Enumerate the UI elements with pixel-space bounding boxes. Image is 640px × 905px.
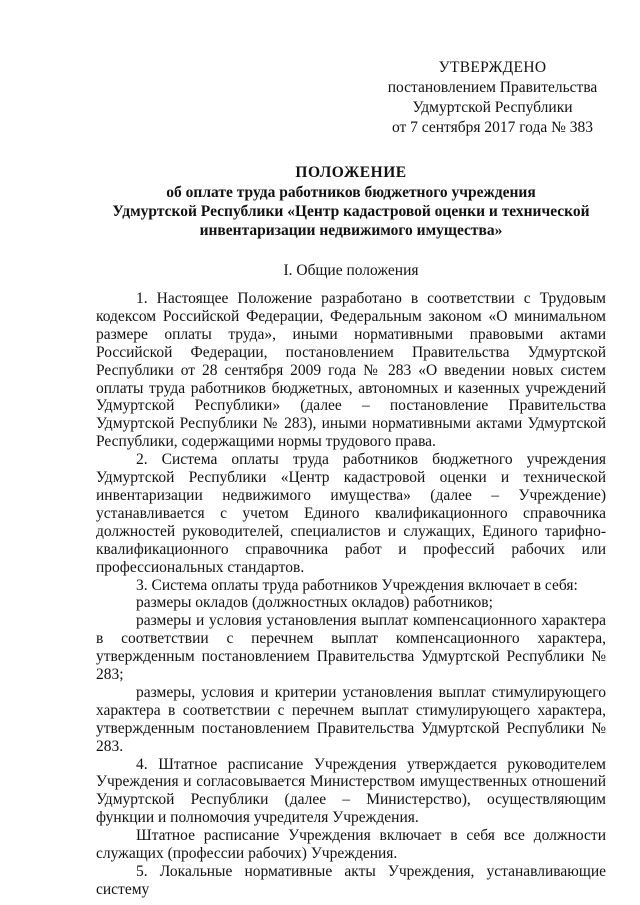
title-line-1: об оплате труда работников бюджетного учреждения [166, 184, 536, 201]
approval-date: от 7 сентября 2017 года № 383 [391, 119, 594, 136]
approval-region: Удмуртской Республики [412, 99, 573, 116]
paragraph-3: 3. Система оплаты труда работников Учреждения включает в себя: [136, 576, 578, 594]
title-line-3: инвентаризации недвижимого имущества» [199, 222, 503, 239]
approval-authority: постановлением Правительства [387, 79, 598, 96]
document-body [96, 290, 606, 899]
section-heading: I. Общие положения [283, 262, 419, 279]
title-line-2: Удмуртской Республики «Центр кадастровой оценки и технической [112, 203, 590, 220]
document-title [96, 163, 606, 240]
paragraph-3-item-2: размеры и условия установления выплат компенсационного характера в соответствии с перечнем выплат компенсационного характера, утвержденным постановлением Правительства Удмуртской Республики № 283; [96, 612, 606, 684]
paragraph-1: 1. Настоящее Положение разработано в соответствии с Трудовым кодексом Российской Федерации, Федеральным законом «О минимальном размере оплаты труда», иными нормативными правовыми актами Российской Федерации, постановлением Правительства Удмуртской Республики от 28 сентября 2009 года № 283 «О введении новых систем оплаты труда работников бюджетных, автономных и казенных учреждений Удмуртской Республики» (далее – постановление Правительства Удмуртской Республики № 283), иными нормативными актами Удмуртской Республики, содержащими нормы трудового права. [96, 290, 606, 451]
paragraph-3-item-3: размеры, условия и критерии установления выплат стимулирующего характера в соответствии с перечнем выплат стимулирующего характера, утвержденным постановлением Правительства Удмуртской Республики № 283. [96, 683, 606, 755]
title-main: ПОЛОЖЕНИЕ [295, 164, 407, 181]
paragraph-3-item-1: размеры окладов (должностных окладов) работников; [136, 594, 493, 612]
paragraph-2: 2. Система оплаты труда работников бюджетного учреждения Удмуртской Республики «Центр кадастровой оценки и технической инвентаризации недвижимого имущества» (далее – Учреждение) устанавливается с учетом Единого квалификационного справочника должностей руководителей, специалистов и служащих, Единого тарифно-квалификационного справочника работ и профессий рабочих или профессиональных стандартов. [96, 451, 606, 576]
approval-heading: УТВЕРЖДЕНО [438, 59, 547, 76]
paragraph-5: 5. Локальные нормативные акты Учреждения, устанавливающие систему [96, 863, 606, 898]
approval-stamp [380, 58, 605, 138]
paragraph-4: 4. Штатное расписание Учреждения утверждается руководителем Учреждения и согласовывается Министерством имущественных отношений Удмуртской Республики (далее – Министерство), осуществляющим функции и полномочия учредителя Учреждения. [96, 755, 606, 827]
paragraph-4-note: Штатное расписание Учреждения включает в себя все должности служащих (профессии рабочих) Учреждения. [96, 827, 606, 863]
